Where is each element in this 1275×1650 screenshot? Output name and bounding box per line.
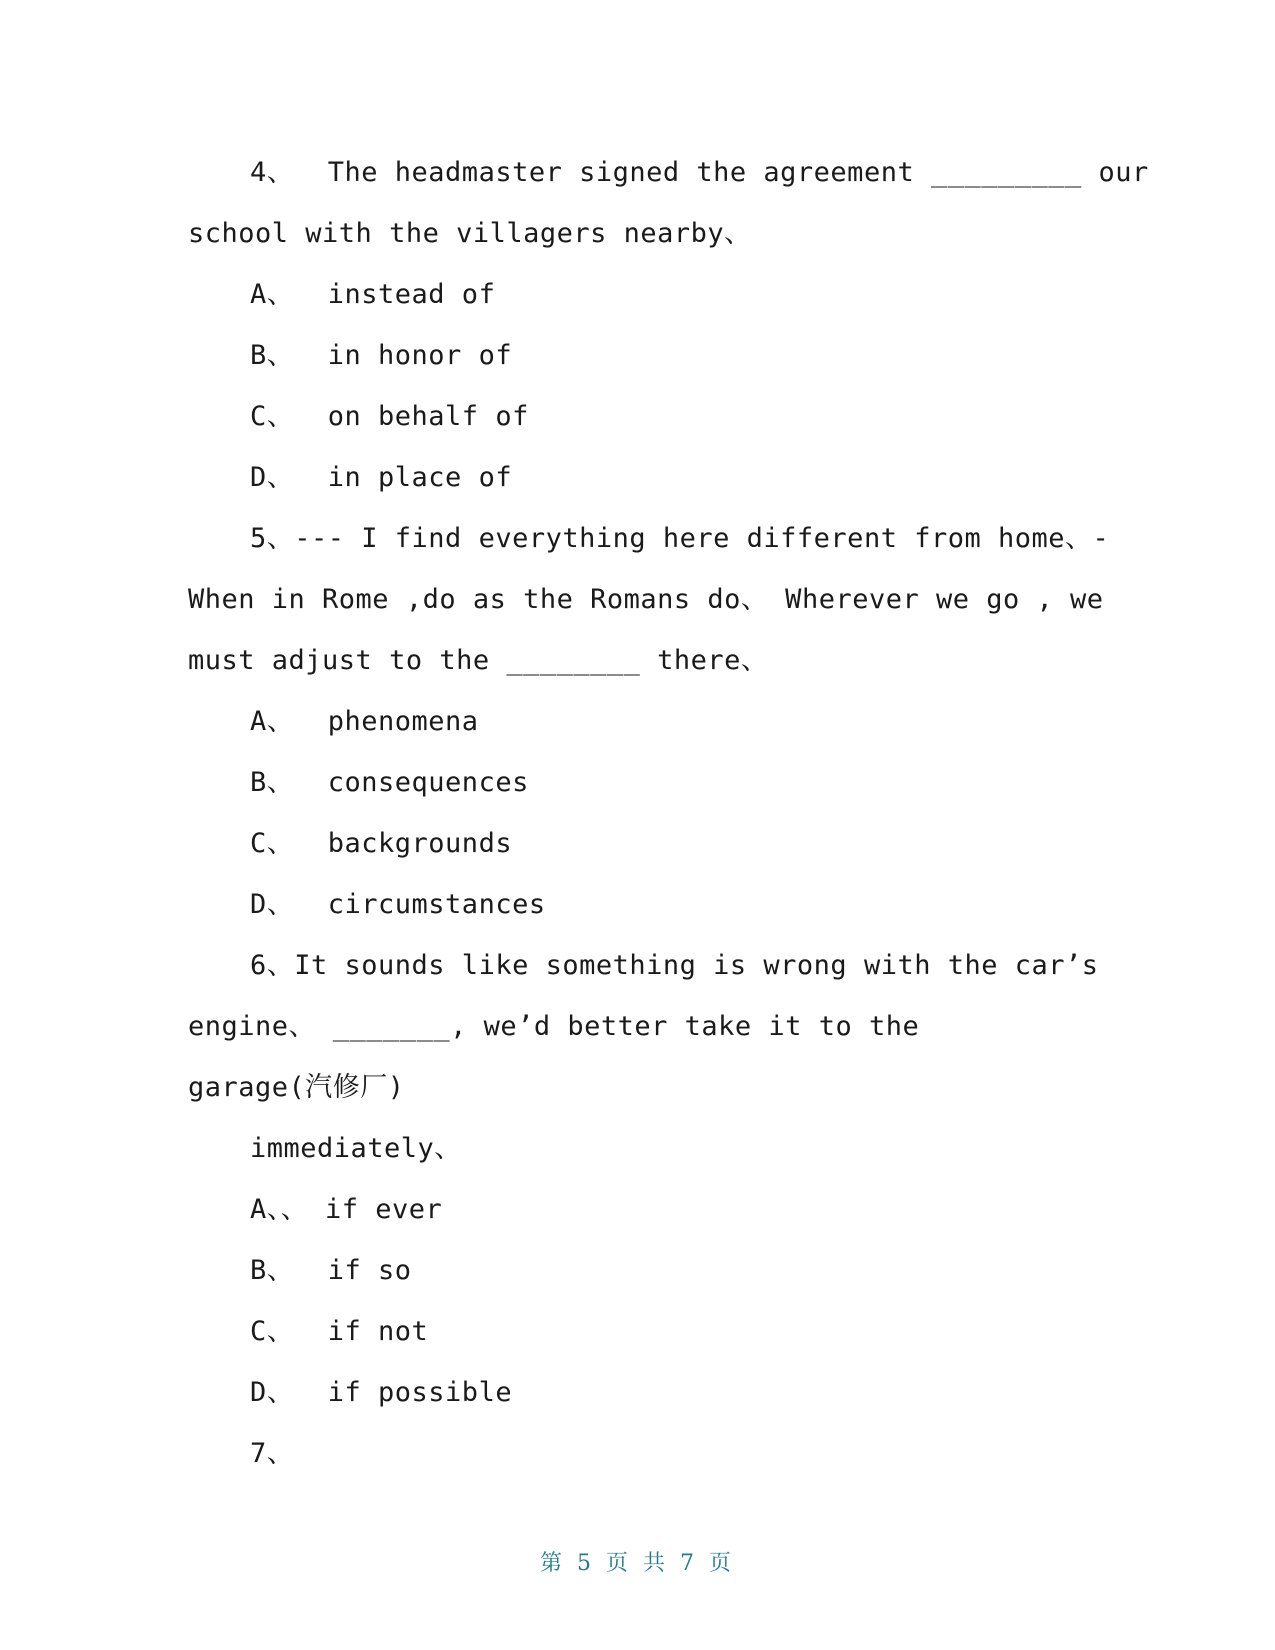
question-5-stem-line-2: When in Rome ,do as the Romans do、 Wherever we go , we: [188, 584, 1104, 615]
question-5-option-d: D、 circumstances: [250, 889, 546, 920]
question-4-stem-line-2: school with the villagers nearby、: [188, 218, 752, 249]
question-4-option-a: A、 instead of: [250, 279, 496, 310]
page-number-footer: 第 5 页 共 7 页: [540, 1551, 735, 1576]
question-6-option-d: D、 if possible: [250, 1377, 513, 1408]
question-6-stem-line-3: garage(汽修厂): [188, 1072, 405, 1103]
question-7-stem-line-1: 7、: [250, 1438, 295, 1469]
question-5-option-a: A、 phenomena: [250, 706, 479, 737]
question-5-option-b: B、 consequences: [250, 767, 529, 798]
question-6-stem-line-1: 6、It sounds like something is wrong with the car’s: [250, 950, 1099, 981]
question-6-stem-line-4: immediately、: [250, 1133, 462, 1164]
question-6-stem-line-2: engine、 _______, we’d better take it to the: [188, 1011, 920, 1042]
question-5-stem-line-1: 5、--- I find everything here different from home、-: [250, 523, 1110, 554]
question-5-stem-line-3: must adjust to the ________ there、: [188, 645, 769, 676]
question-4-option-b: B、 in honor of: [250, 340, 513, 371]
question-6-option-c: C、 if not: [250, 1316, 429, 1347]
question-4-option-c: C、 on behalf of: [250, 401, 529, 432]
document-body: [188, 142, 1149, 1484]
question-5-option-c: C、 backgrounds: [250, 828, 513, 859]
question-4-stem-line-1: 4、 The headmaster signed the agreement _________ our: [250, 157, 1149, 188]
question-6-option-a: A、、 if ever: [250, 1194, 443, 1225]
question-6-option-b: B、 if so: [250, 1255, 412, 1286]
question-4-option-d: D、 in place of: [250, 462, 513, 493]
